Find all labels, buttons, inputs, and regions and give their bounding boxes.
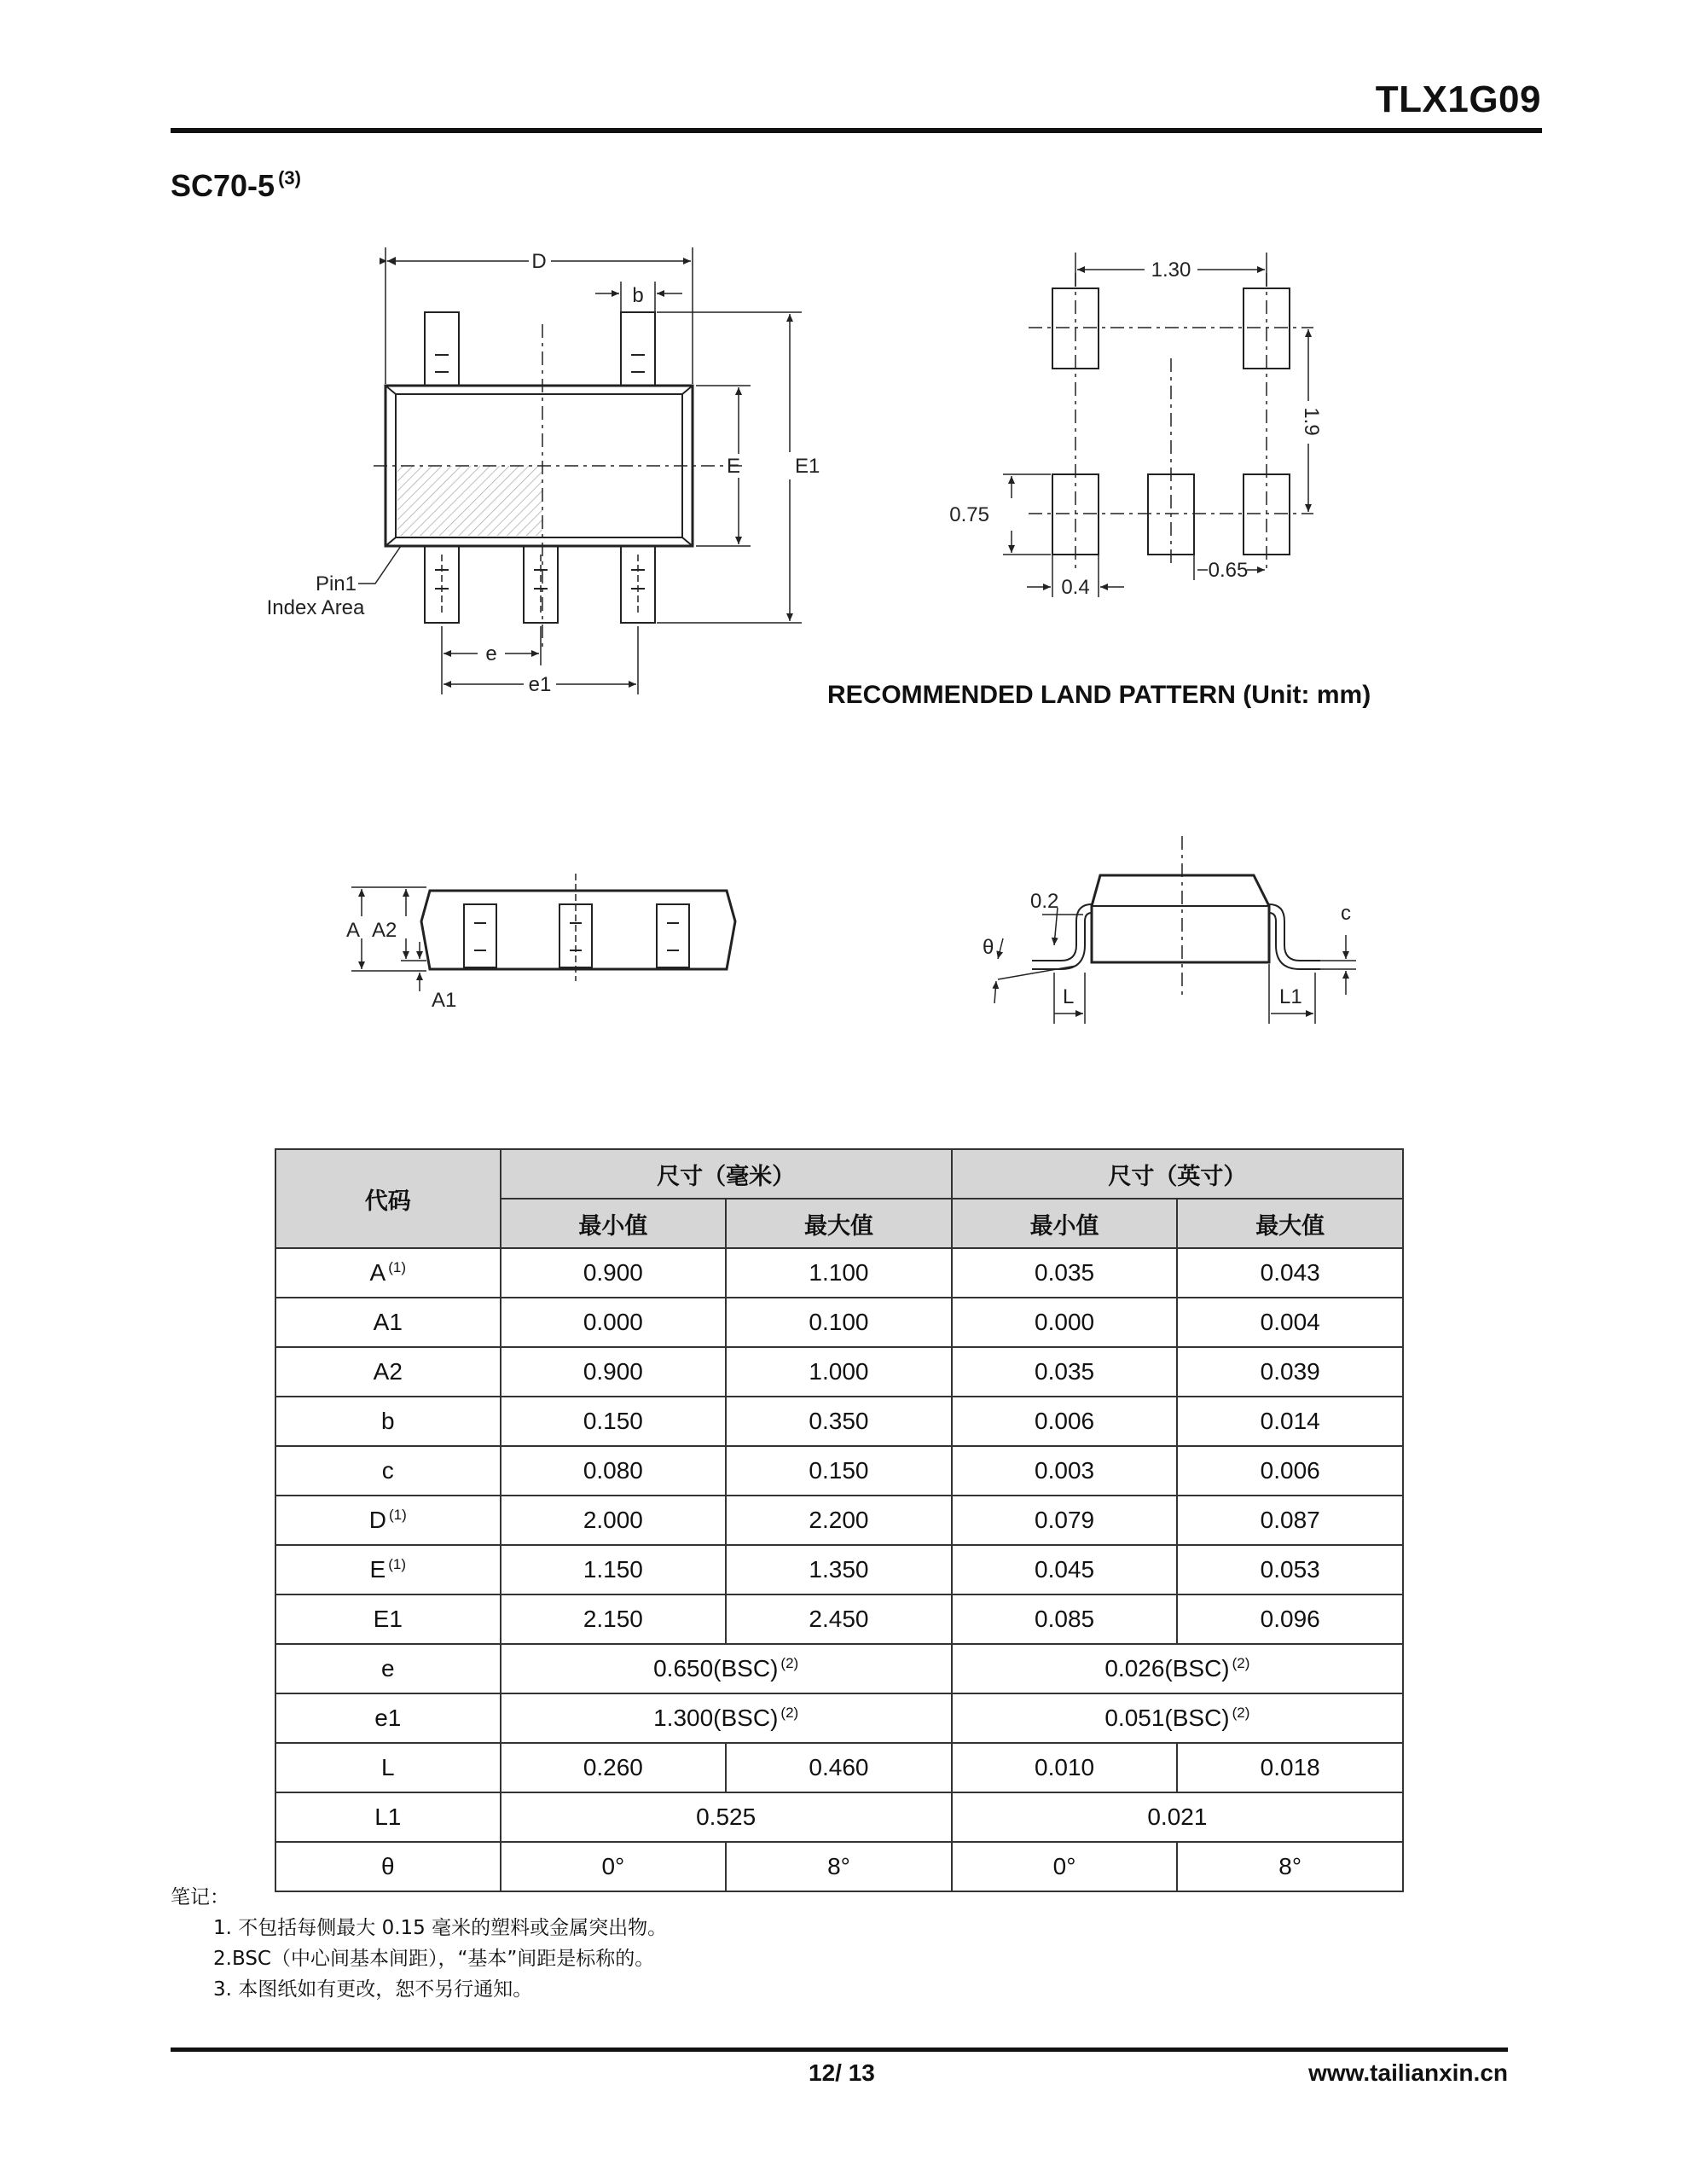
cell-in-min: 0.010 <box>952 1743 1178 1792</box>
cell-in-max: 8° <box>1177 1842 1403 1891</box>
table-row <box>275 1693 1403 1743</box>
cell-in-min: 0.079 <box>952 1496 1178 1545</box>
header-mm-min: 最小值 <box>501 1199 727 1248</box>
table-row <box>275 1347 1403 1397</box>
dim-label-A1: A1 <box>432 989 457 1012</box>
cell-mm-bsc: 0.650(BSC) $^{(2)}$ <box>501 1644 952 1693</box>
cell-in-min: 0.035 <box>952 1248 1178 1298</box>
cell-in-max: 0.014 <box>1177 1397 1403 1446</box>
cell-mm-max: 8° <box>726 1842 952 1891</box>
note-item: 1. 不包括每侧最大 0.15 毫米的塑料或金属突出物。 <box>213 1917 668 1939</box>
cell-in-min: 0.003 <box>952 1446 1178 1496</box>
table-row <box>275 1644 1403 1693</box>
cell-code: e <box>275 1644 501 1693</box>
page-number: 12/ 13 <box>809 2059 875 2086</box>
cell-mm-min: 1.150 <box>501 1545 727 1594</box>
table-row <box>275 1743 1403 1792</box>
cell-in-max: 0.039 <box>1177 1347 1403 1397</box>
cell-code: E1 <box>275 1594 501 1644</box>
dim-label-D: D <box>531 250 547 273</box>
cell-in: 0.021 <box>952 1792 1403 1842</box>
side-view <box>351 874 735 991</box>
cell-code: A2 <box>275 1347 501 1397</box>
header-in-min: 最小值 <box>952 1199 1178 1248</box>
cell-code: c <box>275 1446 501 1496</box>
cell-mm-bsc: 1.300(BSC) $^{(2)}$ <box>501 1693 952 1743</box>
cell-code: E $^{(1)}$ <box>275 1545 501 1594</box>
header-in-max: 最大值 <box>1177 1199 1403 1248</box>
header-code: 代码 <box>275 1149 501 1248</box>
cell-code: e1 <box>275 1693 501 1743</box>
document-title: TLX1G09 <box>1375 78 1541 120</box>
cell-mm-min: 0.000 <box>501 1298 727 1347</box>
cell-mm-min: 0.260 <box>501 1743 727 1792</box>
cell-code: θ <box>275 1842 501 1891</box>
dim-pad-pitch: 0.65 <box>1208 559 1249 582</box>
cell-code: b <box>275 1397 501 1446</box>
notes <box>171 1882 667 2005</box>
dim-label-L1: L1 <box>1279 985 1302 1008</box>
land-pattern-caption: RECOMMENDED LAND PATTERN (Unit: mm) <box>827 681 1371 709</box>
website-link[interactable]: www.tailianxin.cn <box>1308 2059 1508 2086</box>
cell-mm-min: 0.080 <box>501 1446 727 1496</box>
dim-label-L: L <box>1063 985 1075 1008</box>
dim-label-A: A <box>346 919 361 942</box>
cell-in-bsc: 0.026(BSC) $^{(2)}$ <box>952 1644 1403 1693</box>
package-note-ref: (3) <box>278 167 301 189</box>
cell-in-min: 0.006 <box>952 1397 1178 1446</box>
package-name: SC70-5 <box>171 168 275 203</box>
dim-label-E: E <box>727 455 741 478</box>
dim-label-gap: 0.2 <box>1030 890 1059 913</box>
cell-mm-max: 1.350 <box>726 1545 952 1594</box>
index-area-label: Index Area <box>266 596 365 619</box>
cell-mm-min: 0.900 <box>501 1347 727 1397</box>
land-pattern <box>1003 253 1313 597</box>
cell-code: L1 <box>275 1792 501 1842</box>
cell-code: A1 <box>275 1298 501 1347</box>
cell-mm-min: 2.150 <box>501 1594 727 1644</box>
table-row <box>275 1446 1403 1496</box>
cell-in-max: 0.043 <box>1177 1248 1403 1298</box>
table-row <box>275 1792 1403 1842</box>
dim-label-e1: e1 <box>528 673 552 696</box>
dimension-table <box>275 1148 1404 1892</box>
dim-pitch-y: 1.9 <box>1300 407 1323 436</box>
header-mm-max: 最大值 <box>726 1199 952 1248</box>
dim-label-theta: θ <box>983 936 994 959</box>
notes-heading: 笔记： <box>171 1886 229 1908</box>
table-row <box>275 1545 1403 1594</box>
cell-in-max: 0.053 <box>1177 1545 1403 1594</box>
cell-in-max: 0.096 <box>1177 1594 1403 1644</box>
footer-rule <box>171 2048 1508 2052</box>
header-inch: 尺寸（英寸） <box>952 1149 1403 1199</box>
note-item: 3. 本图纸如有更改，恕不另行通知。 <box>213 1978 533 2001</box>
cell-mm-min: 0.150 <box>501 1397 727 1446</box>
cell-mm-max: 0.150 <box>726 1446 952 1496</box>
cell-mm-min: 2.000 <box>501 1496 727 1545</box>
cell-in-max: 0.087 <box>1177 1496 1403 1545</box>
table-row <box>275 1298 1403 1347</box>
header-rule <box>171 128 1542 133</box>
cell-code: L <box>275 1743 501 1792</box>
cell-mm-max: 1.100 <box>726 1248 952 1298</box>
cell-in-min: 0.000 <box>952 1298 1178 1347</box>
cell-in-min: 0.045 <box>952 1545 1178 1594</box>
cell-mm-max: 2.200 <box>726 1496 952 1545</box>
cell-mm-max: 0.460 <box>726 1743 952 1792</box>
dim-label-E1: E1 <box>795 455 820 478</box>
table-row <box>275 1397 1403 1446</box>
cell-in-max: 0.018 <box>1177 1743 1403 1792</box>
cell-mm: 0.525 <box>501 1792 952 1842</box>
table-row <box>275 1594 1403 1644</box>
dim-label-b: b <box>632 284 644 307</box>
header-mm: 尺寸（毫米） <box>501 1149 952 1199</box>
cell-in-max: 0.004 <box>1177 1298 1403 1347</box>
cell-code: D $^{(1)}$ <box>275 1496 501 1545</box>
dim-label-c: c <box>1341 902 1351 925</box>
package-title <box>171 167 301 204</box>
cell-mm-min: 0.900 <box>501 1248 727 1298</box>
table-row <box>275 1248 1403 1298</box>
cell-in-max: 0.006 <box>1177 1446 1403 1496</box>
cell-in-min: 0.035 <box>952 1347 1178 1397</box>
dim-label-e: e <box>485 642 497 665</box>
cell-mm-max: 1.000 <box>726 1347 952 1397</box>
note-item: 2.BSC（中心间基本间距），“基本”间距是标称的。 <box>213 1948 655 1970</box>
dim-pitch-x: 1.30 <box>1151 258 1191 282</box>
cell-code: A $^{(1)}$ <box>275 1248 501 1298</box>
dim-label-A2: A2 <box>372 919 397 942</box>
dim-pad-width: 0.4 <box>1061 576 1090 599</box>
cell-mm-max: 2.450 <box>726 1594 952 1644</box>
package-drawings <box>0 239 1687 1058</box>
dim-pad-height: 0.75 <box>949 503 989 526</box>
cell-in-min: 0.085 <box>952 1594 1178 1644</box>
cell-mm-max: 0.100 <box>726 1298 952 1347</box>
table-row <box>275 1496 1403 1545</box>
cell-mm-max: 0.350 <box>726 1397 952 1446</box>
cell-in-bsc: 0.051(BSC) $^{(2)}$ <box>952 1693 1403 1743</box>
cell-mm-min: 0° <box>501 1842 727 1891</box>
cell-in-min: 0° <box>952 1842 1178 1891</box>
pin1-label: Pin1 <box>315 572 357 595</box>
